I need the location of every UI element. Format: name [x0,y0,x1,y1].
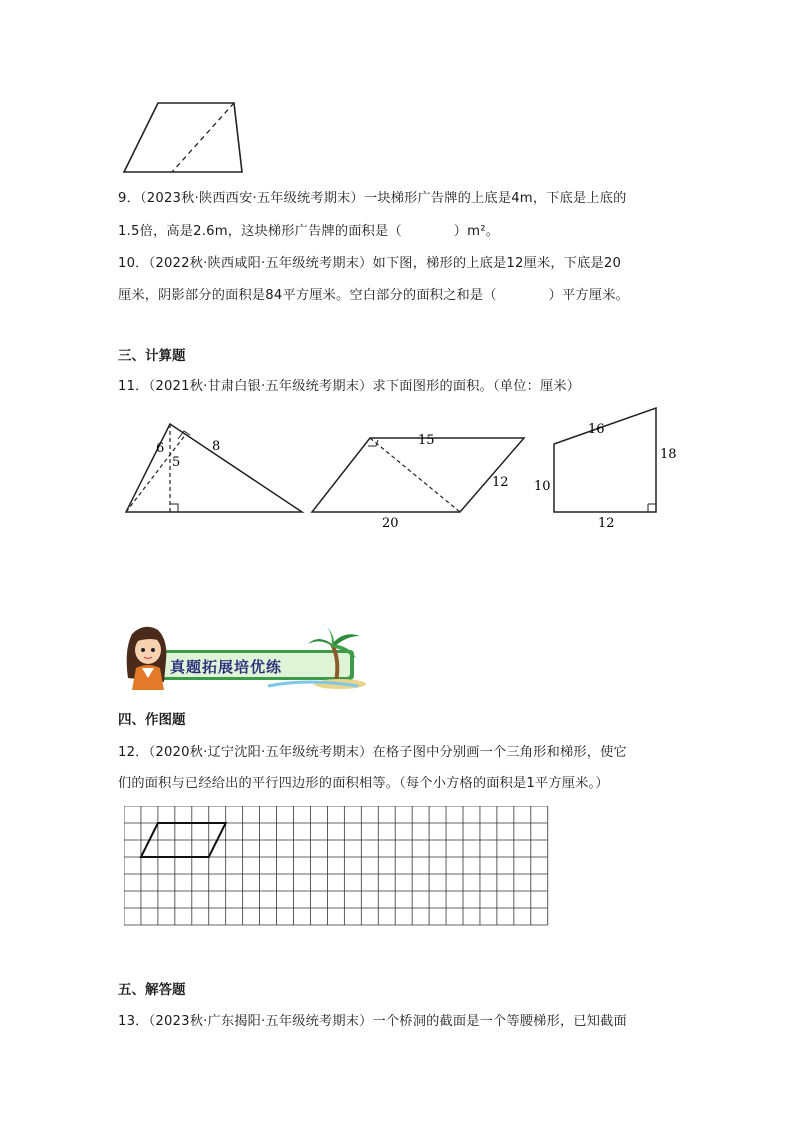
para-label-20: 20 [382,516,399,530]
q13-line1: 13．（2023秋·广东揭阳·五年级统考期末）一个桥洞的截面是一个等腰梯形，已知截面 [118,1014,627,1029]
q12-line2: 们的面积与已经给出的平行四边形的面积相等。（每个小方格的面积是1平方厘米。） [118,776,609,791]
trap-label-10: 10 [534,479,551,494]
section-5-heading: 五、解答题 [118,982,186,998]
tri-label-6: 6 [156,441,165,456]
q10-line2-b: ）平方厘米。 [548,288,629,303]
tri-label-5: 5 [172,455,181,470]
q11-trapezoid-figure [530,400,680,530]
q12-line1: 12．（2020秋·辽宁沈阳·五年级统考期末）在格子图中分别画一个三角形和梯形，使它 [118,745,627,760]
q11-parallelogram-figure [306,430,531,530]
trap-label-18: 18 [660,447,677,462]
q11-triangle-figure [120,420,310,520]
section-3-heading: 三、计算题 [118,348,186,364]
q10-line2-a: 厘米，阴影部分的面积是84平方厘米。空白部分的面积之和是（ [118,288,497,303]
banner-title: 真题拓展培优练 [170,658,283,676]
q10-line1: 10．（2022秋·陕西咸阳·五年级统考期末）如下图，梯形的上底是12厘米，下底是20 [118,256,622,271]
trap-label-16: 16 [588,422,605,437]
para-label-15: 15 [418,433,435,448]
trap-label-12: 12 [598,516,615,530]
section-4-heading: 四、作图题 [118,712,186,728]
q10-line2 [118,284,629,303]
tri-label-8: 8 [212,439,221,454]
q9-line2-a: 1.5倍，高是2.6m，这块梯形广告牌的面积是（ [118,224,402,239]
q9-line2-b: ）m²。 [453,224,500,239]
top-trapezoid-figure [118,96,248,176]
q12-grid[interactable] [124,806,552,928]
para-label-12: 12 [492,475,509,490]
q11-text: 11．（2021秋·甘肃白银·五年级统考期末）求下面图形的面积。（单位：厘米） [118,379,581,394]
q9-line1: 9．（2023秋·陕西西安·五年级统考期末）一块梯形广告牌的上底是4m，下底是上底的 [118,191,627,206]
section-banner [118,620,376,692]
q9-line2 [118,220,499,239]
